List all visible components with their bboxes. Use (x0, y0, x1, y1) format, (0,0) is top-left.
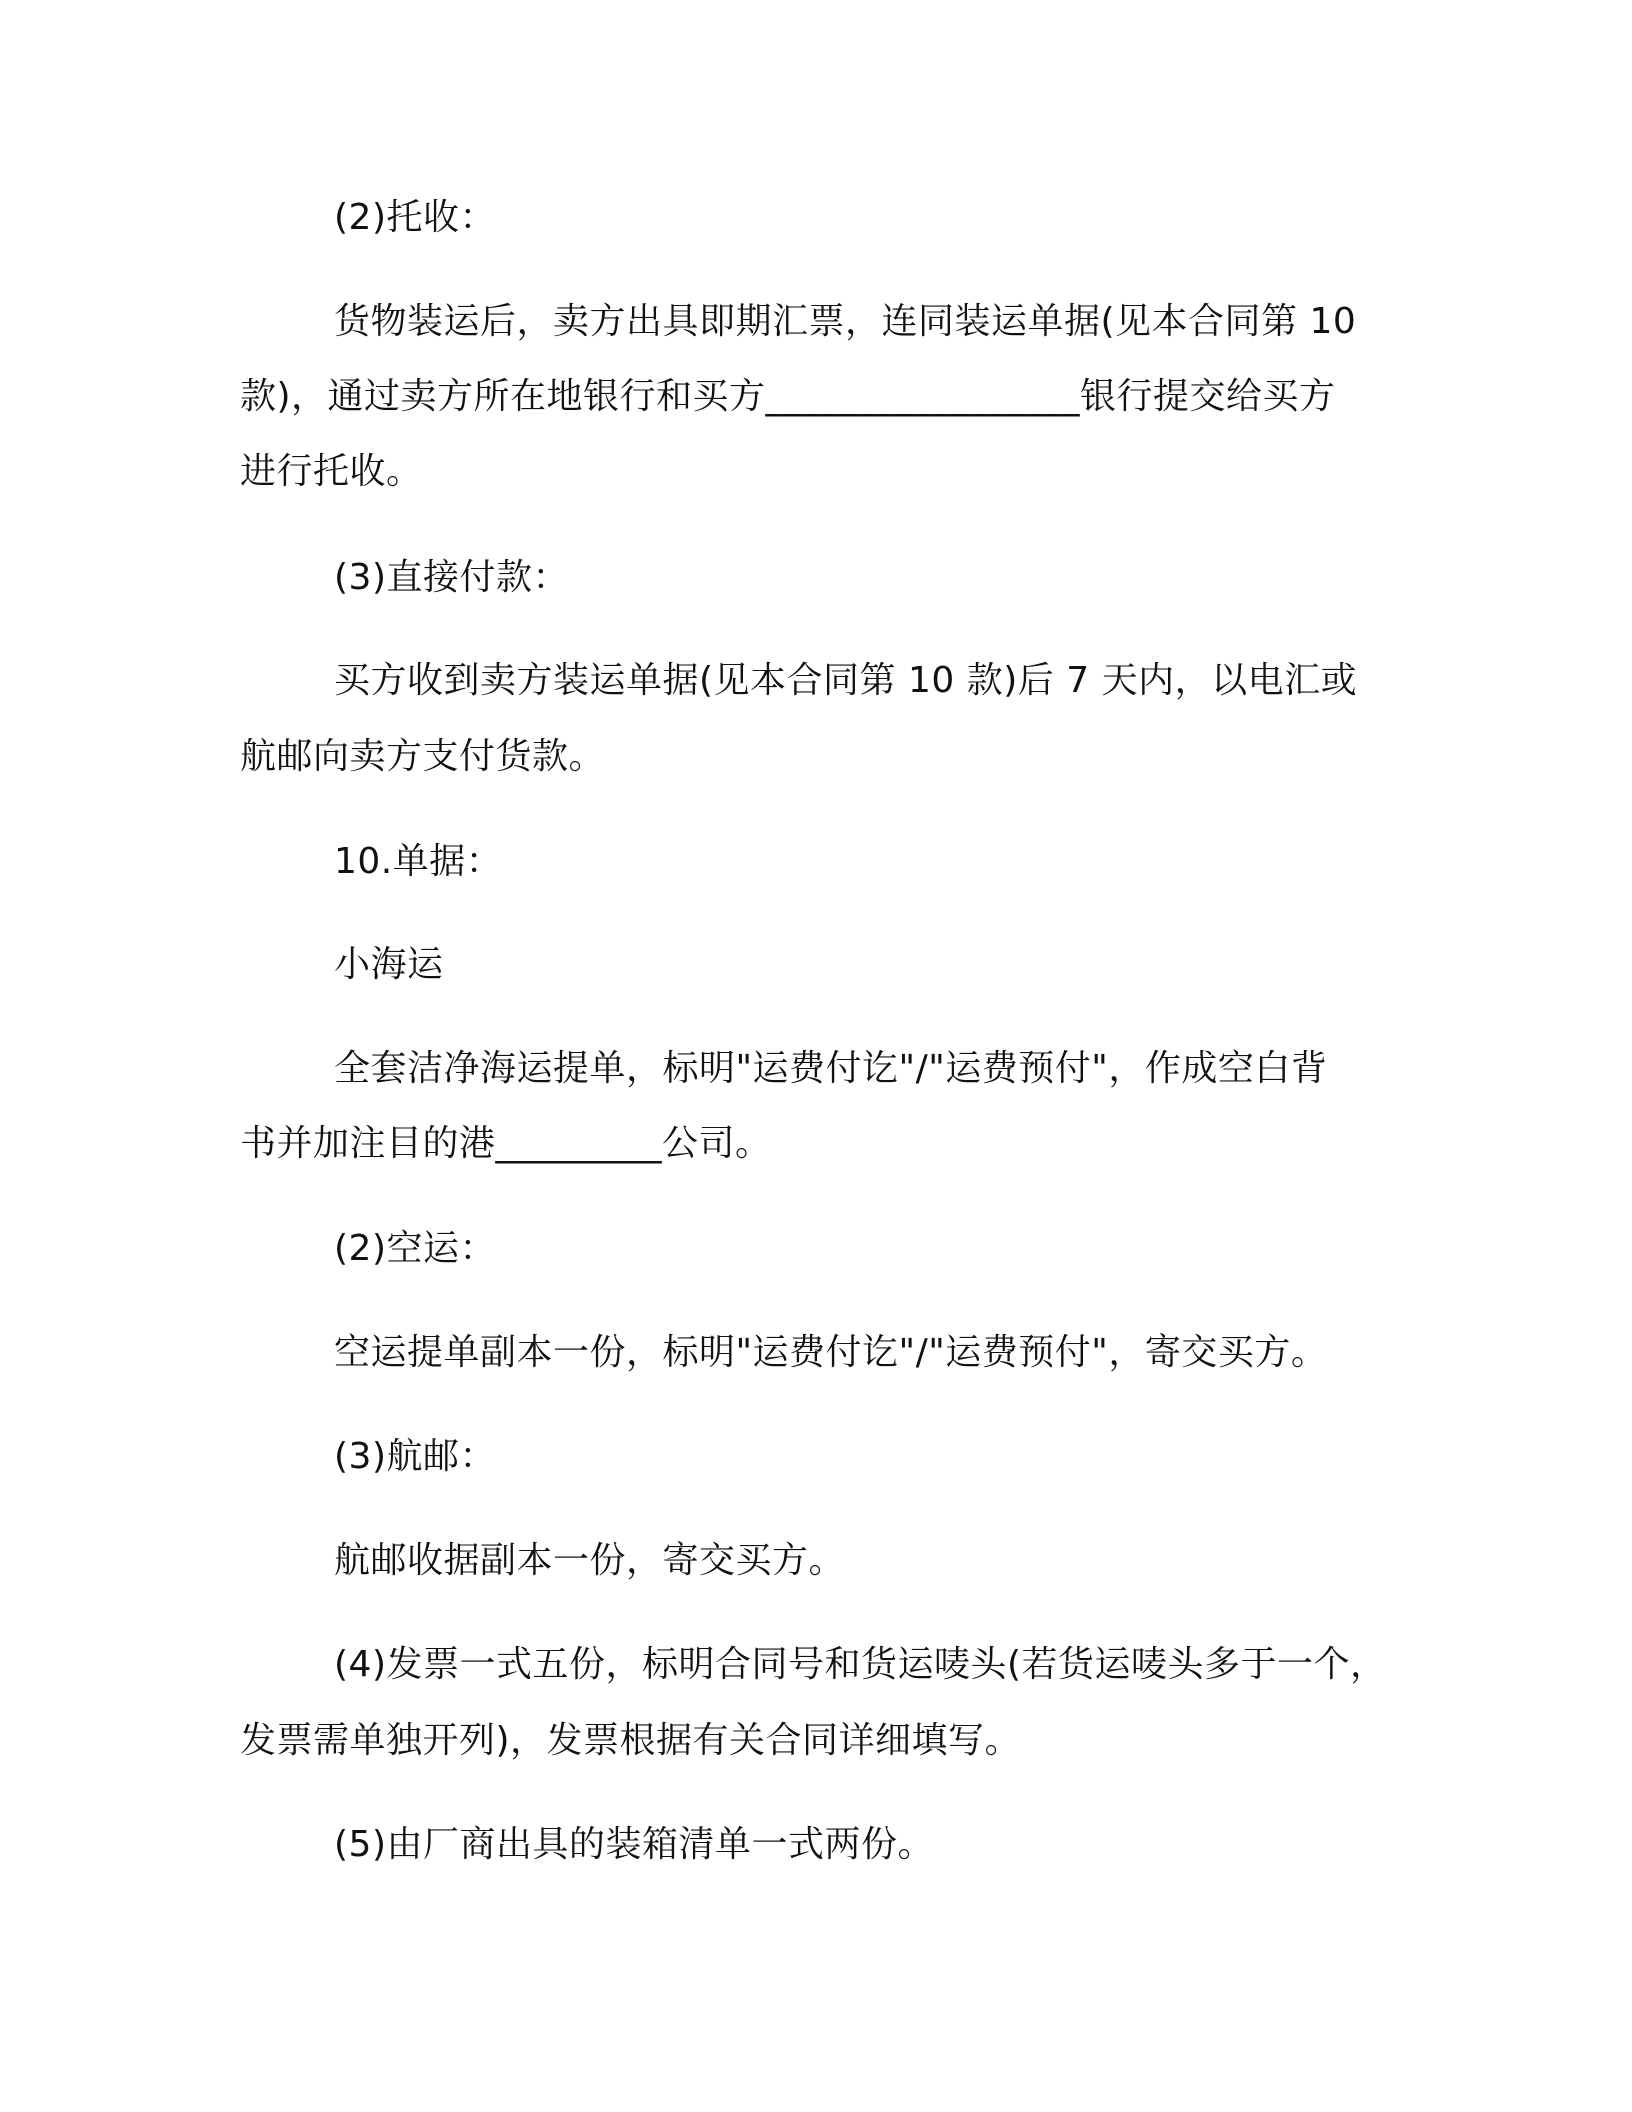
paragraph-direct-payment-line-1: 买方收到卖方装运单据(见本合同第 10 款)后 7 天内，以电汇或 (334, 660, 1358, 701)
paragraph-packing-list: (5)由厂商出具的装箱清单一式两份。 (334, 1824, 934, 1865)
paragraph-air-mail: 航邮收据副本一份，寄交买方。 (334, 1540, 846, 1581)
paragraph-sea-freight-line-2: 书并加注目的港_________公司。 (240, 1123, 772, 1164)
paragraph-invoice-line-2: 发票需单独开列)，发票根据有关合同详细填写。 (240, 1720, 1022, 1761)
paragraph-collection-line-2: 款)，通过卖方所在地银行和买方_________________银行提交给买方 (240, 376, 1336, 417)
heading-documents: 10.单据： (334, 841, 503, 882)
heading-air-mail: (3)航邮： (334, 1436, 496, 1477)
paragraph-sea-freight-line-1: 全套洁净海运提单，标明"运费付讫"/"运费预付"，作成空白背 (334, 1048, 1328, 1089)
paragraph-collection-line-3: 进行托收。 (240, 451, 423, 492)
heading-collection: (2)托收： (334, 197, 496, 238)
heading-direct-payment: (3)直接付款： (334, 557, 569, 598)
paragraph-collection-line-1: 货物装运后，卖方出具即期汇票，连同装运单据(见本合同第 10 (334, 301, 1357, 342)
paragraph-air-freight: 空运提单副本一份，标明"运费付讫"/"运费预付"，寄交买方。 (334, 1332, 1328, 1373)
paragraph-direct-payment-line-2: 航邮向卖方支付货款。 (240, 736, 606, 777)
paragraph-invoice-line-1: (4)发票一式五份，标明合同号和货运唛头(若货运唛头多于一个， (334, 1644, 1387, 1685)
heading-sea-freight: 小海运 (334, 944, 444, 985)
heading-air-freight: (2)空运： (334, 1228, 496, 1269)
